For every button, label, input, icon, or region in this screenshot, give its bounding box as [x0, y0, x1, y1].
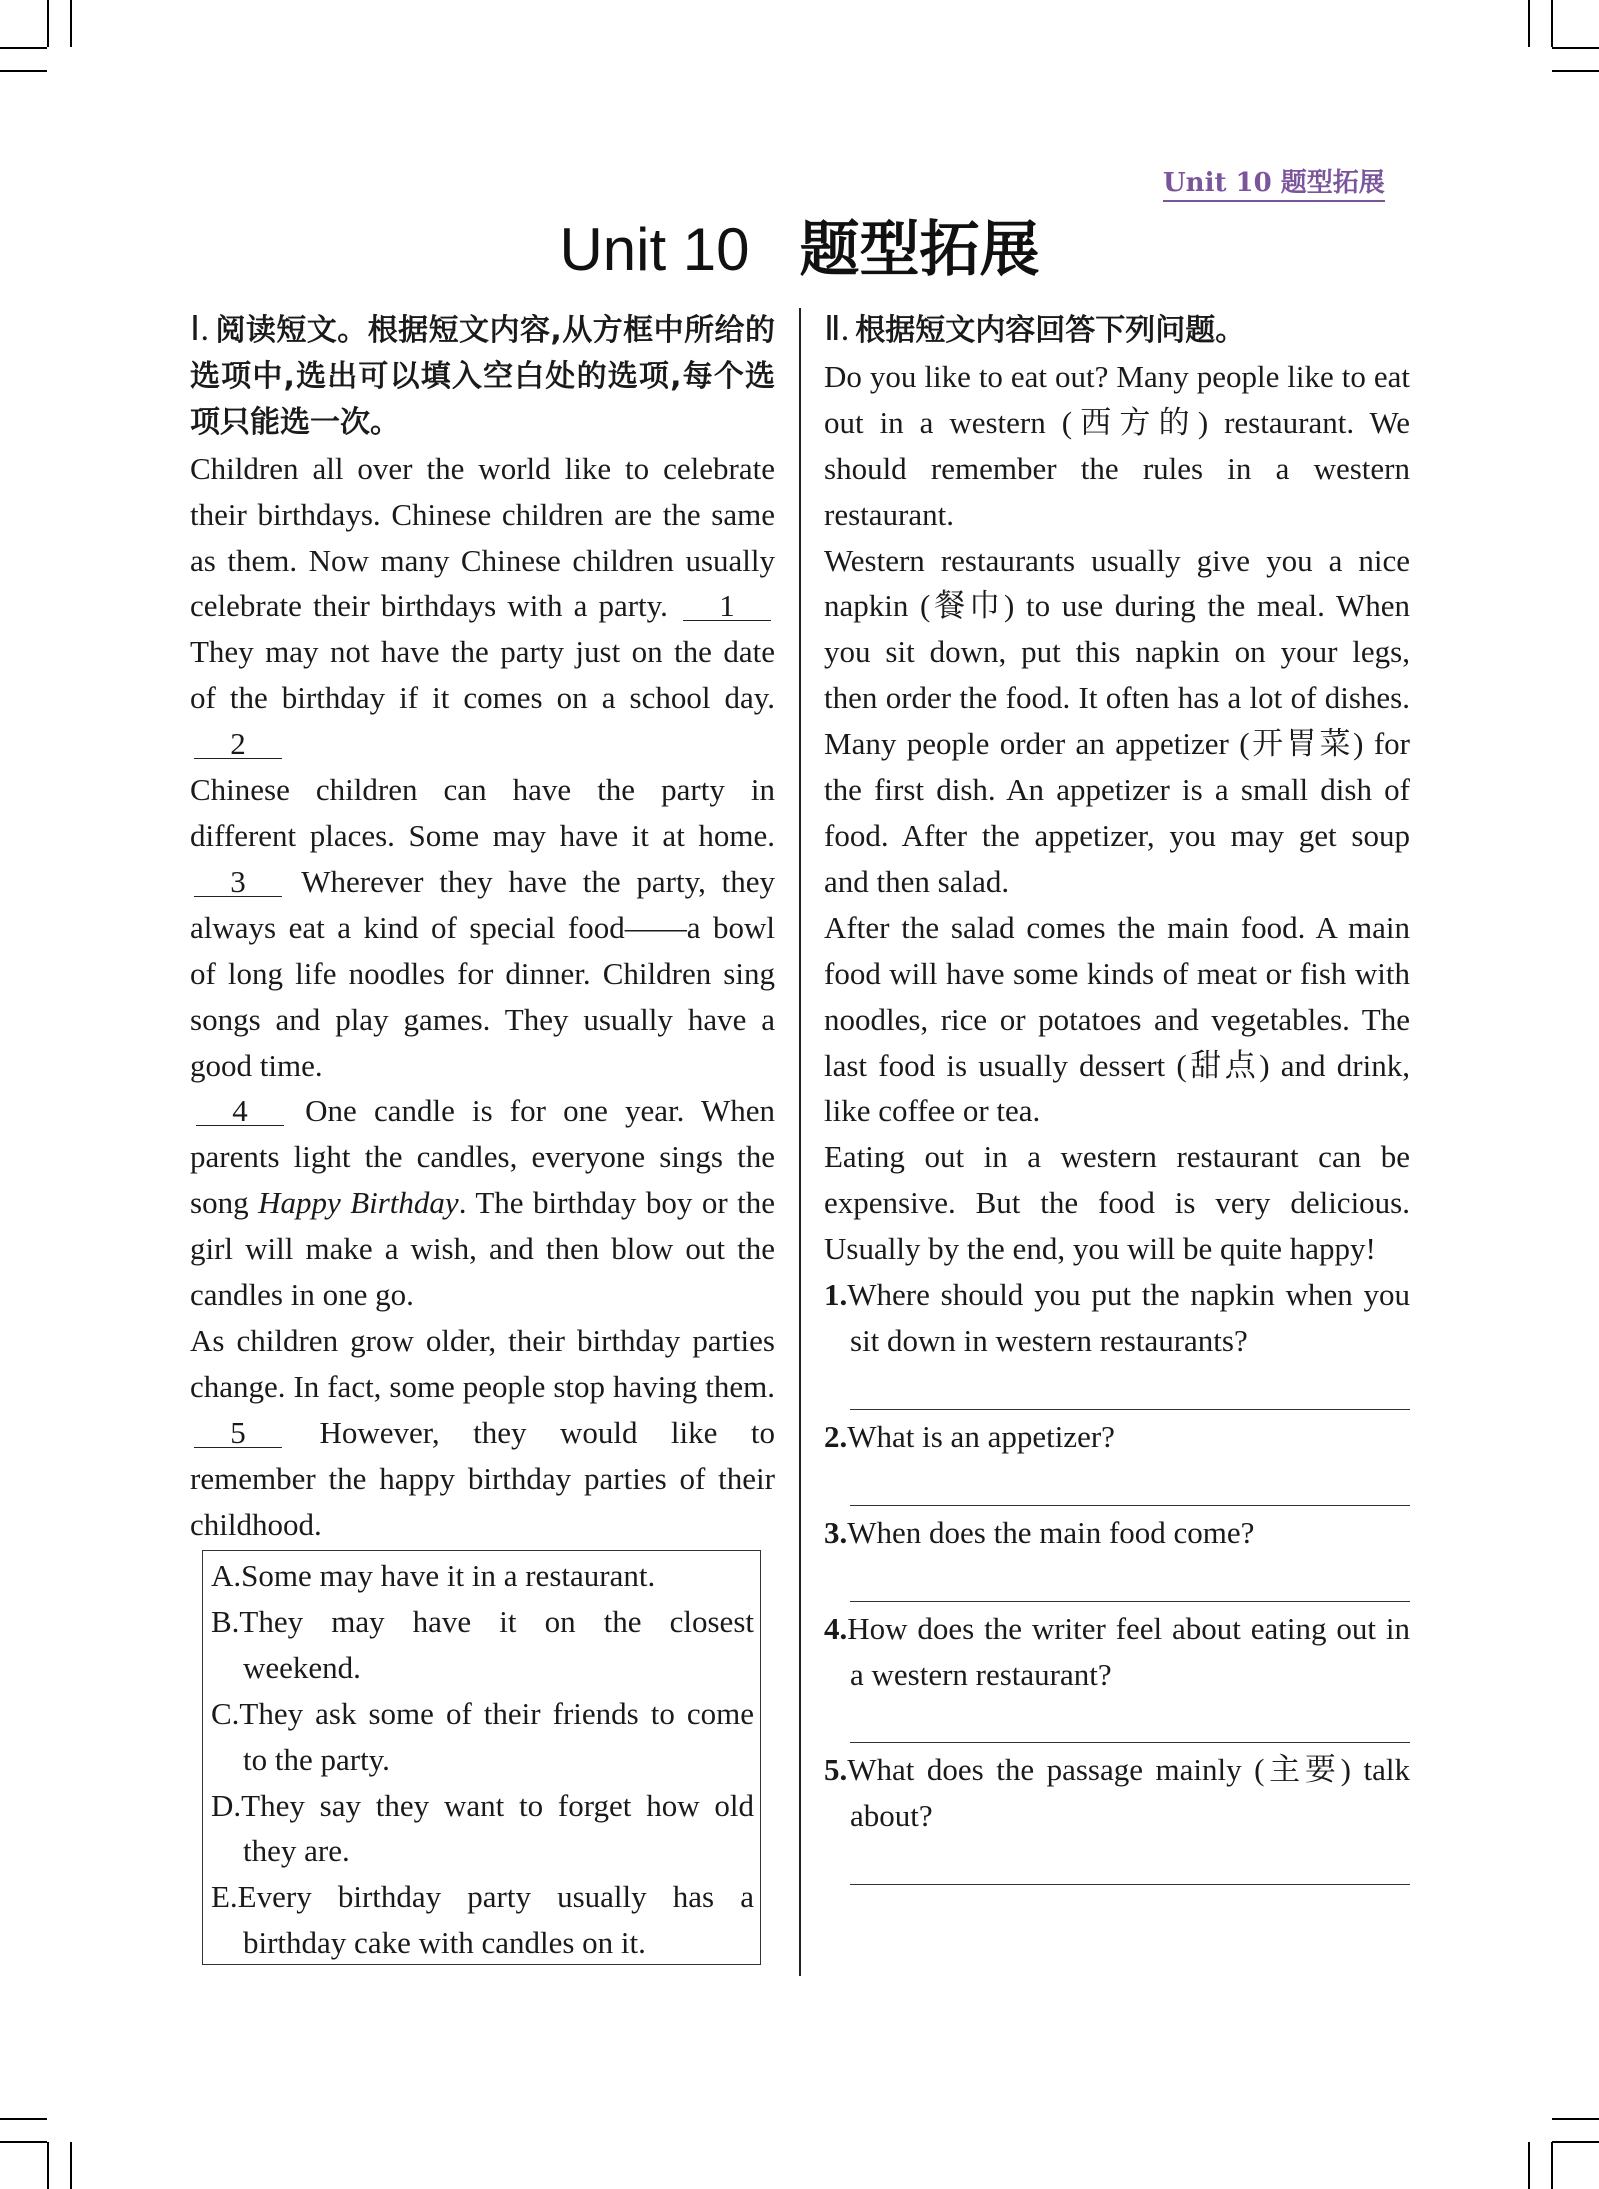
crop-mark [1552, 2141, 1599, 2143]
crop-mark [0, 2118, 47, 2120]
question-2 [824, 1414, 1410, 1506]
title-cn: 题型拓展 [799, 215, 1040, 285]
text: They may not have the party just on the date of the birthday if it comes on a school day. [190, 634, 775, 716]
crop-mark [0, 2141, 47, 2143]
section-1-number: Ⅰ. [190, 311, 209, 348]
title-unit: Unit 10 [559, 216, 750, 283]
question-text: How does the writer feel about eating out in a western restaurant? [847, 1610, 1410, 1692]
option-e: E.Every birthday party usually has a birthday cake with candles on it. [211, 1879, 754, 1961]
blank-2[interactable]: 2 [194, 730, 282, 759]
text: Chinese children can have the party in different places. Some may have it at home. [190, 772, 775, 853]
blank-3[interactable]: 3 [194, 868, 282, 897]
crop-mark [1552, 2118, 1599, 2120]
passage-paragraph: Do you like to eat out? Many people like to eat out in a western (西方的) restaurant. We should remember the rules in a western restaurant. [824, 358, 1410, 532]
question-number: 5. [824, 1752, 848, 1788]
passage-paragraph: Western restaurants usually give you a nice napkin (餐巾) to use during the meal. When you sit down, put this napkin on your legs, then order the food. It often has a lot of dishes. Many people order an appetizer (开胃菜) for the first dish. An appetizer is a small dish of food. After the appetizer, you may get soup and then salad. [824, 542, 1410, 899]
crop-mark [47, 2142, 49, 2189]
question-text: What does the passage mainly (主要) talk about? [847, 1752, 1410, 1834]
passage-paragraph: Eating out in a western restaurant can be expensive. But the food is very delicious. Usually by the end, you will be quite happy! [824, 1139, 1410, 1267]
crop-mark [70, 0, 72, 47]
text: Wherever they have the party, they always eat a kind of special food——a bowl of long life noodles for dinner. Children sing songs and play games. They usually have a good time. [190, 863, 775, 1083]
passage-paragraph [190, 446, 775, 767]
section-2-instruction: 根据短文内容回答下列问题。 [855, 313, 1246, 348]
answer-line-5[interactable] [850, 1883, 1410, 1885]
question-5 [824, 1747, 1410, 1885]
crop-mark [47, 0, 49, 47]
question-number: 3. [824, 1514, 848, 1550]
answer-line-3[interactable] [850, 1600, 1410, 1602]
song-title: Happy Birthday [258, 1185, 459, 1221]
text: One candle is for one year. When parents light the candles, everyone sings the song [190, 1093, 775, 1221]
passage-paragraph: After the salad comes the main food. A main food will have some kinds of meat or fish with noodles, rice or potatoes and vegetables. The last food is usually dessert (甜点) and drink, like coffee or tea. [824, 909, 1410, 1129]
crop-mark [0, 70, 47, 72]
crop-mark [1552, 70, 1599, 72]
question-3 [824, 1510, 1410, 1602]
running-head: Unit 10 题型拓展 [1163, 162, 1385, 202]
passage-paragraph [190, 767, 775, 1088]
text: As children grow older, their birthday parties change. In fact, some people stop having them. [190, 1322, 775, 1404]
question-text: When does the main food come? [847, 1514, 1255, 1550]
section-2 [824, 307, 1410, 1885]
options-box [202, 1550, 761, 1965]
section-1-heading [190, 307, 775, 446]
question-text: What is an appetizer? [847, 1418, 1115, 1454]
option-a: A.Some may have it in a restaurant. [211, 1558, 656, 1593]
text: However, they would like to remember the happy birthday parties of their childhood. [190, 1414, 775, 1542]
section-1-instruction: 阅读短文。根据短文内容,从方框中所给的选项中,选出可以填入空白处的选项,每个选项只能选一次。 [190, 313, 775, 440]
option-c: C.They ask some of their friends to come to the party. [211, 1695, 754, 1777]
option-b: B.They may have it on the closest weekend. [211, 1603, 754, 1685]
column-divider [799, 308, 801, 1976]
answer-line-4[interactable] [850, 1741, 1410, 1743]
question-text: Where should you put the napkin when you sit down in western restaurants? [847, 1277, 1410, 1358]
crop-mark [1528, 2142, 1530, 2189]
page-title [0, 202, 1599, 288]
blank-5[interactable]: 5 [194, 1419, 282, 1448]
answer-line-2[interactable] [850, 1504, 1410, 1506]
question-number: 4. [824, 1610, 848, 1646]
text: Children all over the world like to celebrate their birthdays. Chinese children are the same as them. Now many Chinese children usually celebrate their birthdays with a party. [190, 450, 775, 624]
option-d: D.They say they want to forget how old they are. [211, 1787, 754, 1869]
section-2-number: Ⅱ. [824, 311, 850, 348]
crop-mark [1552, 47, 1599, 49]
section-1 [190, 307, 775, 1547]
question-number: 2. [824, 1418, 848, 1454]
question-1 [824, 1272, 1410, 1410]
passage-paragraph [190, 1088, 775, 1318]
section-2-heading [824, 307, 1410, 354]
passage-paragraph [190, 1318, 775, 1548]
crop-mark [70, 2142, 72, 2189]
blank-1[interactable]: 1 [683, 592, 771, 621]
crop-mark [1528, 0, 1530, 47]
answer-line-1[interactable] [850, 1408, 1410, 1410]
crop-mark [1551, 2142, 1553, 2189]
crop-mark [1551, 0, 1553, 47]
blank-4[interactable]: 4 [196, 1097, 284, 1126]
question-4 [824, 1606, 1410, 1744]
question-number: 1. [824, 1277, 848, 1313]
crop-mark [0, 47, 47, 49]
text: . The birthday boy or the girl will make a wish, and then blow out the candles in one go. [190, 1185, 775, 1313]
